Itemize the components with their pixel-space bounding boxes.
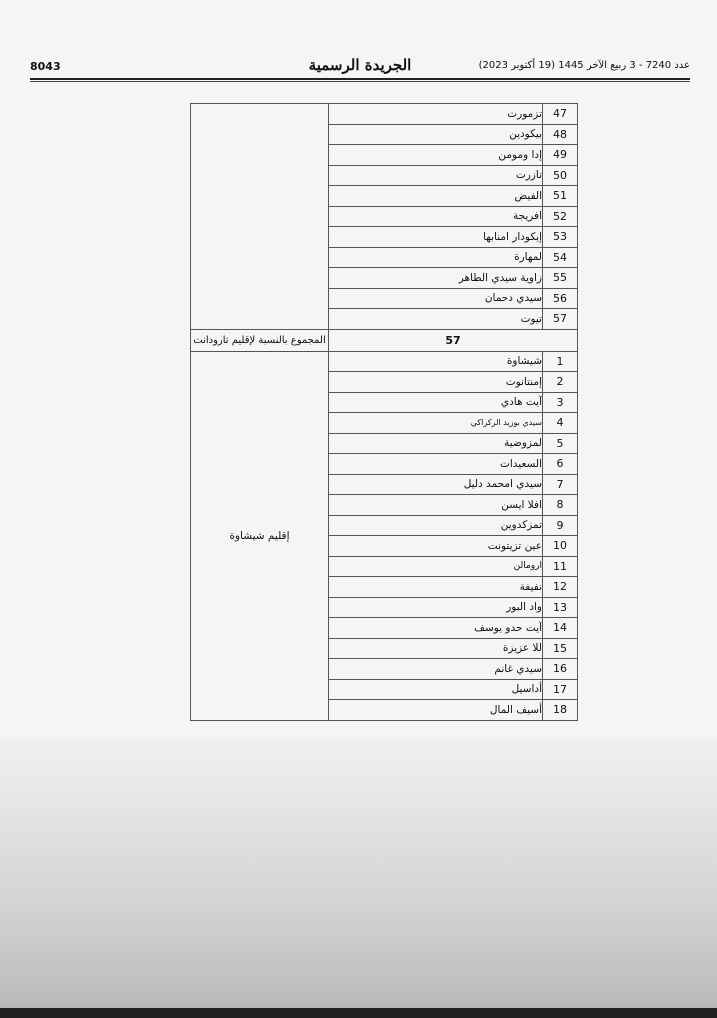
- commune-name: تمزكدوين: [329, 515, 543, 536]
- row-number: 50: [543, 165, 578, 186]
- row-number: 56: [543, 288, 578, 309]
- commune-name: عين تزيتونت: [329, 536, 543, 557]
- row-number: 17: [543, 679, 578, 700]
- commune-name: تيوت: [329, 309, 543, 330]
- row-number: 53: [543, 227, 578, 248]
- row-number: 12: [543, 577, 578, 598]
- row-number: 18: [543, 700, 578, 721]
- page-header: [30, 56, 690, 80]
- commune-name: للا عزيزة: [329, 638, 543, 659]
- issue-info: عدد 7240 - 3 ربيع الآخر 1445 (19 أكتوبر 2023): [478, 60, 690, 71]
- row-number: 48: [543, 124, 578, 145]
- commune-name: إمنتانوت: [329, 372, 543, 393]
- table-row: [191, 104, 578, 125]
- screen-bottom-edge: [0, 1008, 717, 1018]
- commune-name: بيكودين: [329, 124, 543, 145]
- chichaoua-section: [191, 351, 578, 720]
- row-number: 8: [543, 495, 578, 516]
- commune-name: شيشاوة: [329, 351, 543, 372]
- commune-name: السعيدات: [329, 454, 543, 475]
- taroudant-total-label: المجموع بالنسبة لإقليم تارودانت: [191, 329, 329, 351]
- commune-name: أداسيل: [329, 679, 543, 700]
- commune-name: افريجة: [329, 206, 543, 227]
- row-number: 7: [543, 474, 578, 495]
- taroudant-total-value: 57: [329, 329, 578, 351]
- row-number: 4: [543, 413, 578, 434]
- commune-name: آيت هادي: [329, 392, 543, 413]
- commune-name: سيدي غانم: [329, 659, 543, 680]
- row-number: 49: [543, 145, 578, 166]
- taroudant-section: [191, 104, 578, 352]
- commune-name: سيدي بوزيد الركراكي: [329, 413, 543, 434]
- row-number: 52: [543, 206, 578, 227]
- commune-name: لمزوضية: [329, 433, 543, 454]
- commune-name: الفيض: [329, 186, 543, 207]
- commune-name: تزمورت: [329, 104, 543, 125]
- table-row: [191, 351, 578, 372]
- row-number: 51: [543, 186, 578, 207]
- row-number: 13: [543, 597, 578, 618]
- row-number: 57: [543, 309, 578, 330]
- commune-name: سيدي امحمد دليل: [329, 474, 543, 495]
- row-number: 11: [543, 556, 578, 577]
- row-number: 10: [543, 536, 578, 557]
- commune-name: آيت حدو يوسف: [329, 618, 543, 639]
- row-number: 5: [543, 433, 578, 454]
- commune-name: نفيفة: [329, 577, 543, 598]
- commune-name: إيكودار امنابها: [329, 227, 543, 248]
- commune-name: تازرت: [329, 165, 543, 186]
- row-number: 15: [543, 638, 578, 659]
- province-cell-blank: [191, 104, 329, 330]
- commune-name: واد البور: [329, 597, 543, 618]
- header-rule: [30, 78, 690, 80]
- commune-name: إدا ومومن: [329, 145, 543, 166]
- row-number: 47: [543, 104, 578, 125]
- total-row: [191, 329, 578, 351]
- journal-title: الجريدة الرسمية: [308, 56, 412, 74]
- row-number: 3: [543, 392, 578, 413]
- row-number: 1: [543, 351, 578, 372]
- row-number: 6: [543, 454, 578, 475]
- row-number: 54: [543, 247, 578, 268]
- communes-table: [190, 103, 578, 721]
- row-number: 55: [543, 268, 578, 289]
- row-number: 16: [543, 659, 578, 680]
- commune-name: أسيف المال: [329, 700, 543, 721]
- row-number: 9: [543, 515, 578, 536]
- commune-name: افلا ايسن: [329, 495, 543, 516]
- commune-name: زاوية سيدي الطاهر: [329, 268, 543, 289]
- commune-name: لمهارة: [329, 247, 543, 268]
- commune-name: سيدي دحمان: [329, 288, 543, 309]
- row-number: 14: [543, 618, 578, 639]
- row-number: 2: [543, 372, 578, 393]
- province-label: إقليم شيشاوة: [191, 351, 329, 720]
- header-rule-thin: [30, 81, 690, 82]
- page-number: 8043: [30, 60, 61, 73]
- commune-name: ارومالن: [329, 556, 543, 577]
